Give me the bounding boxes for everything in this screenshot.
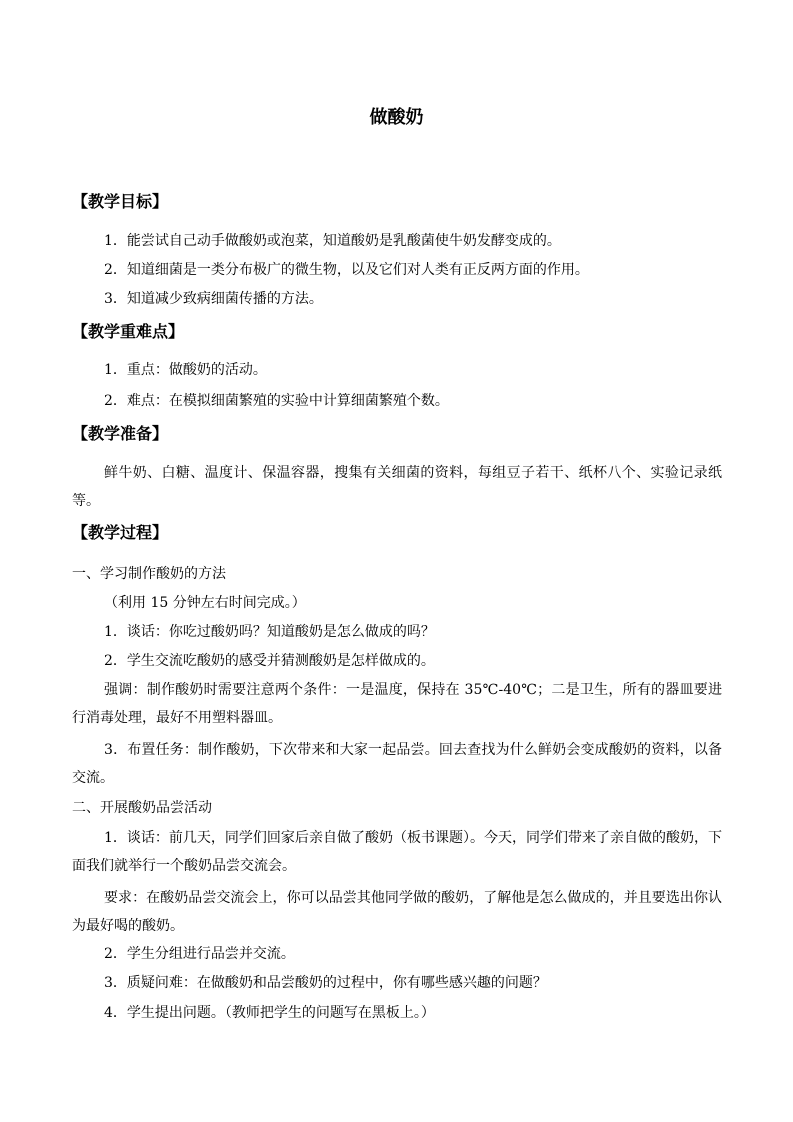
goal-item-3: 3．知道减少致病细菌传播的方法。 xyxy=(104,291,323,307)
section-heading-goals: 【教学目标】 xyxy=(72,192,169,211)
part1-item-2: 2．学生交流吃酸奶的感受并猜测酸奶是怎样做成的。 xyxy=(104,653,435,669)
section-heading-preparation: 【教学准备】 xyxy=(72,424,169,443)
part1-item-1: 1．谈话：你吃过酸奶吗？知道酸奶是怎么做成的吗？ xyxy=(104,624,435,640)
goal-item-1: 1．能尝试自己动手做酸奶或泡菜，知道酸奶是乳酸菌使牛奶发酵变成的。 xyxy=(104,233,561,249)
part1-item-3: 3．布置任务：制作酸奶，下次带来和大家一起品尝。回去查找为什么鲜奶会变成酸奶的资料，以备交流。 xyxy=(72,742,722,786)
section-heading-key-points: 【教学重难点】 xyxy=(72,322,185,341)
goal-item-2: 2．知道细菌是一类分布极广的微生物，以及它们对人类有正反两方面的作用。 xyxy=(104,262,589,278)
part1-note: （利用 15 分钟左右时间完成。） xyxy=(104,595,306,611)
part2-requirement: 要求：在酸奶品尝交流会上，你可以品尝其他同学做的酸奶，了解他是怎么做成的，并且要选出你认为最好喝的酸奶。 xyxy=(72,890,722,934)
part1-title: 一、学习制作酸奶的方法 xyxy=(72,566,226,582)
document-title: 做酸奶 xyxy=(369,107,424,128)
part2-item-4: 4．学生提出问题。（教师把学生的问题写在黑板上。） xyxy=(104,1005,435,1021)
key-point-item-2: 2．难点：在模拟细菌繁殖的实验中计算细菌繁殖个数。 xyxy=(104,393,449,409)
section-heading-process: 【教学过程】 xyxy=(72,523,169,542)
part2-item-1: 1．谈话：前几天，同学们回家后亲自做了酸奶（板书课题）。今天，同学们带来了亲自做的酸奶，下面我们就举行一个酸奶品尝交流会。 xyxy=(72,830,722,874)
part2-item-3: 3．质疑问难：在做酸奶和品尝酸奶的过程中，你有哪些感兴趣的问题？ xyxy=(104,975,547,991)
part1-emphasis: 强调：制作酸奶时需要注意两个条件：一是温度，保持在 35℃-40℃；二是卫生，所有的器皿要进行消毒处理，最好不用塑料器皿。 xyxy=(72,682,722,726)
part2-title: 二、开展酸奶品尝活动 xyxy=(72,800,212,816)
preparation-text: 鲜牛奶、白糖、温度计、保温容器，搜集有关细菌的资料，每组豆子若干、纸杯八个、实验记录纸等。 xyxy=(72,465,722,509)
part2-item-2: 2．学生分组进行品尝并交流。 xyxy=(104,946,295,962)
key-point-item-1: 1．重点：做酸奶的活动。 xyxy=(104,362,267,378)
